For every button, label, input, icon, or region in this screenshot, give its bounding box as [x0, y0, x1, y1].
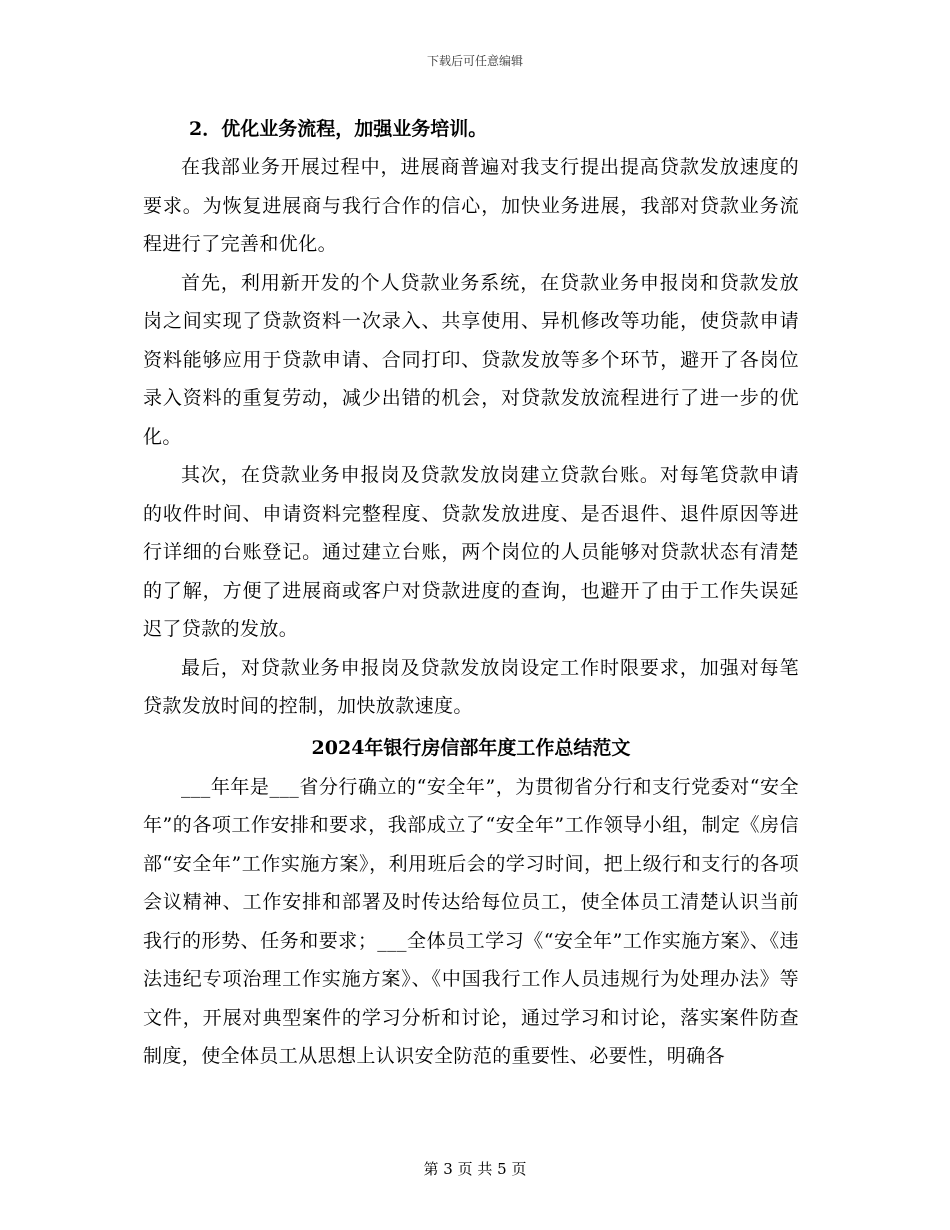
paragraph: 最后，对贷款业务申报岗及贷款发放岗设定工作时限要求，加强对每笔贷款发放时间的控制，加快放款速度。 — [143, 656, 799, 717]
document-body — [143, 110, 799, 1076]
paragraph: 其次，在贷款业务申报岗及贷款发放岗建立贷款台账。对每笔贷款申请的收件时间、申请资料完整程度、贷款发放进度、是否退件、退件原因等进行详细的台账登记。通过建立台账，两个岗位的人员能够对贷款状态有清楚的了解，方便了进展商或客户对贷款进度的查询，也避开了由于工作失误延迟了贷款的发放。 — [143, 464, 799, 640]
paragraph: 在我部业务开展过程中，进展商普遍对我支行提出提高贷款发放速度的要求。为恢复进展商与我行合作的信心，加快业务进展，我部对贷款业务流程进行了完善和优化。 — [143, 156, 799, 255]
section-heading: 2．优化业务流程，加强业务培训。 — [189, 118, 488, 140]
document-title: 2024年银行房信部年度工作总结范文 — [311, 736, 631, 759]
page-number: 第 3 页 共 5 页 — [423, 1160, 527, 1178]
page-header-note: 下载后可任意编辑 — [426, 54, 523, 68]
paragraph: 首先，利用新开发的个人贷款业务系统，在贷款业务申报岗和贷款发放岗之间实现了贷款资料一次录入、共享使用、异机修改等功能，使贷款申请资料能够应用于贷款申请、合同打印、贷款发放等多个环节，避开了各岗位录入资料的重复劳动，减少出错的机会，对贷款发放流程进行了进一步的优化。 — [143, 271, 799, 448]
paragraph: ___年年是___省分行确立的“安全年”，为贯彻省分行和支行党委对“安全年”的各项工作安排和要求，我部成立了“安全年”工作领导小组，制定《房信部“安全年”工作实施方案》，利用班后会的学习时间，把上级行和支行的各项会议精神、工作安排和部署及时传达给每位员工，使全体员工清楚认识当前我行的形势、任务和要求；___全体员工学习《“安全年”工作实施方案》、《违法违纪专项治理工作实施方案》、《中国我行工作人员违规行为处理办法》等文件，开展对典型案件的学习分析和讨论，通过学习和讨论，落实案件防查制度，使全体员工从思想上认识安全防范的重要性、必要性，明确各 — [143, 775, 799, 1067]
